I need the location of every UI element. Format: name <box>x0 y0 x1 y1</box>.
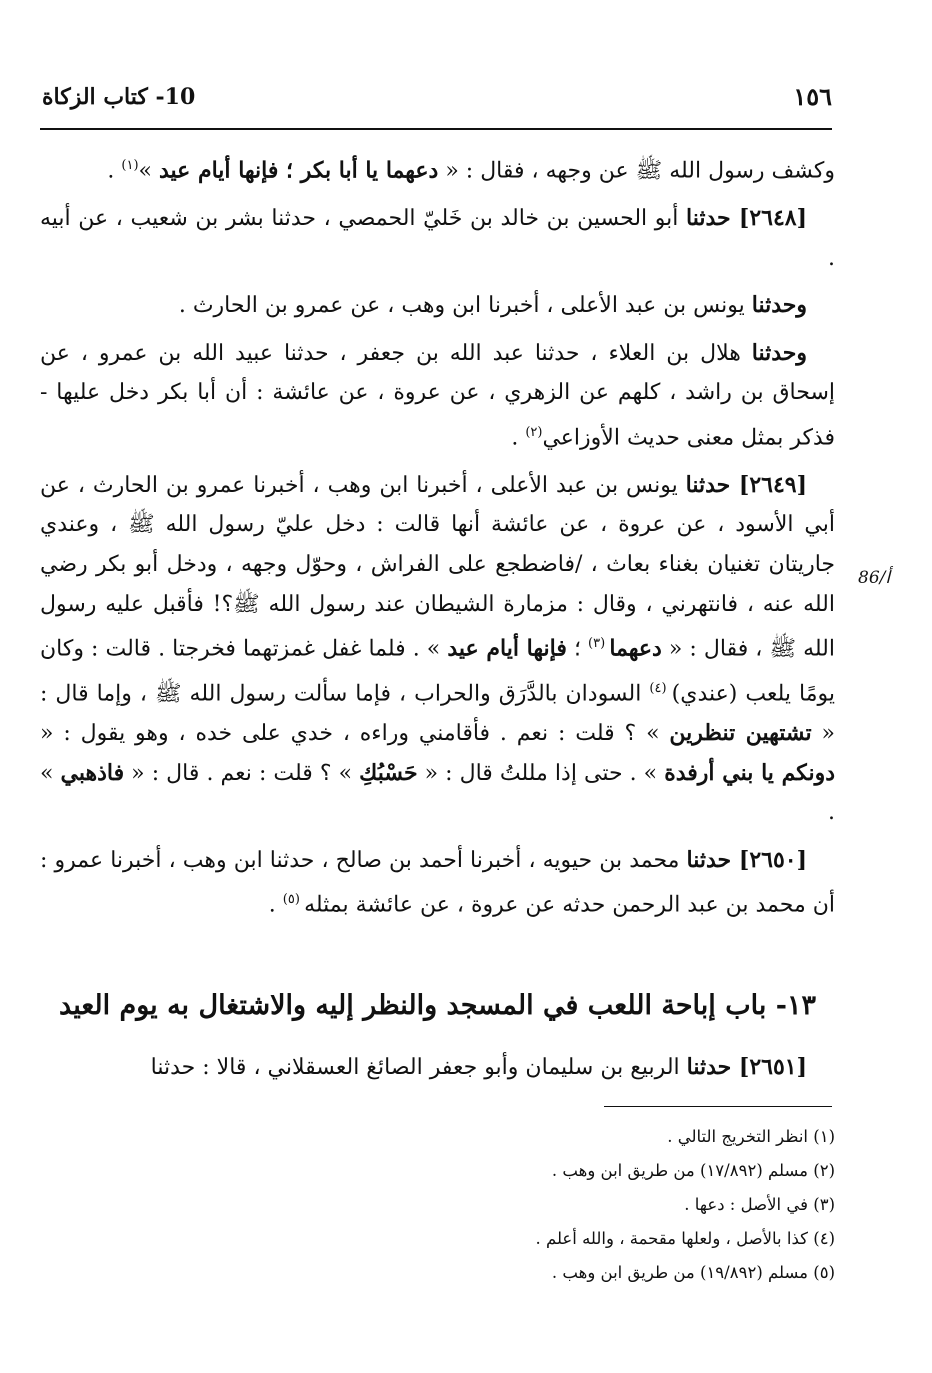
paragraph-1: وكشف رسول الله ﷺ عن وجهه ، فقال : « دعهما يا أبا بكر ؛ فإنها أيام عيد »$^{(١)}$ . <box>107 157 835 184</box>
footnote-ref-4: (٤) <box>649 681 672 697</box>
footnote-ref-2: (٢) <box>525 424 543 440</box>
hadith-2649: [٢٦٤٩] حدثنا يونس بن عبد الأعلى ، أخبرنا ابن وهب ، أخبرنا عمرو بن الحارث ، عن أبي الأسود ، عن عروة ، عن عائشة أنها قالت : دخل عليّ رسول الله ﷺ ، وعندي جاريتان تغنيان بغناء بعاث ، /فاضطجع على الفراش ، وحوّل وجهه ، ودخل أبو بكر رضي الله عنه ، فانتهرني ، وقال : مزمارة الشيطان عند رسول الله ﷺ؟! فأقبل عليه رسول الله ﷺ ، فقال : « دعهما $^{(٣)}$ ؛ فإنها أيام عيد » . فلما غفل غمزتهما فخرجتا . قالت : وكان يومًا يلعب (عندي) $^{(٤)}$ السودان بالدَّرَق والحراب ، فإما سألت رسول الله ﷺ ، وإما قال : « تشتهين تنظرين » ؟ قلت : نعم . فأقامني وراءه ، خدي على خده ، وهو يقول : « دونكم يا بني أرفدة » . حتى إذا مللتُ قال : « حَسْبُكِ » ؟ قلت : نعم . قال : « فاذهبي » . <box>40 471 836 826</box>
paragraph-3: وحدثنا يونس بن عبد الأعلى ، أخبرنا ابن وهب ، عن عمرو بن الحارث . <box>178 292 807 319</box>
footnote-4: (٤) كذا بالأصل ، ولعلها مقحمة ، والله أعلم . <box>535 1229 835 1248</box>
footnote-ref-3: (٣) <box>588 636 610 652</box>
chapter-title: 10- كتاب الزكاة <box>42 84 196 110</box>
footnote-ref-5: (٥) <box>282 892 305 908</box>
main-text <box>40 146 835 933</box>
footnote-2: (٢) مسلم (١٧/٨٩٢) من طريق ابن وهب . <box>551 1161 835 1180</box>
footnotes <box>40 1120 835 1290</box>
footnote-1: (١) انظر التخريج التالي . <box>667 1127 835 1146</box>
margin-folio-note: 86/أ <box>858 568 891 588</box>
hadith-2651: [٢٦٥١] حدثنا الربيع بن سليمان وأبو جعفر الصائغ العسقلاني ، قالا : حدثنا <box>150 1054 807 1080</box>
footnote-rule <box>604 1106 832 1107</box>
header-rule <box>40 128 832 130</box>
footnote-3: (٣) في الأصل : دعها . <box>684 1195 835 1214</box>
hadith-2650: [٢٦٥٠] حدثنا محمد بن حيويه ، أخبرنا أحمد بن صالح ، حدثنا ابن وهب ، أخبرنا عمرو : أن محمد بن عبد الرحمن حدثه عن عروة ، عن عائشة بمثله $^{(٥)}$ . <box>40 846 835 918</box>
paragraph-4: وحدثنا هلال بن العلاء ، حدثنا عبد الله بن جعفر ، حدثنا عبيد الله بن عمرو ، عن إسحاق بن راشد ، كلهم عن الزهري ، عن عروة ، عن عائشة : أن أبا بكر دخل عليها - فذكر بمثل معنى حديث الأوزاعي$^{(٢)}$ . <box>40 339 835 451</box>
section-heading: ١٣- باب إباحة اللعب في المسجد والنظر إليه والاشتغال به يوم العيد <box>59 990 816 1021</box>
footnote-5: (٥) مسلم (١٩/٨٩٢) من طريق ابن وهب . <box>551 1263 835 1282</box>
footnote-ref-1: (١) <box>121 158 139 173</box>
page-number: ١٥٦ <box>793 82 832 111</box>
hadith-2648: [٢٦٤٨] حدثنا أبو الحسين بن خالد بن خَليّ الحمصي ، حدثنا بشر بن شعيب ، عن أبيه . <box>40 204 835 271</box>
